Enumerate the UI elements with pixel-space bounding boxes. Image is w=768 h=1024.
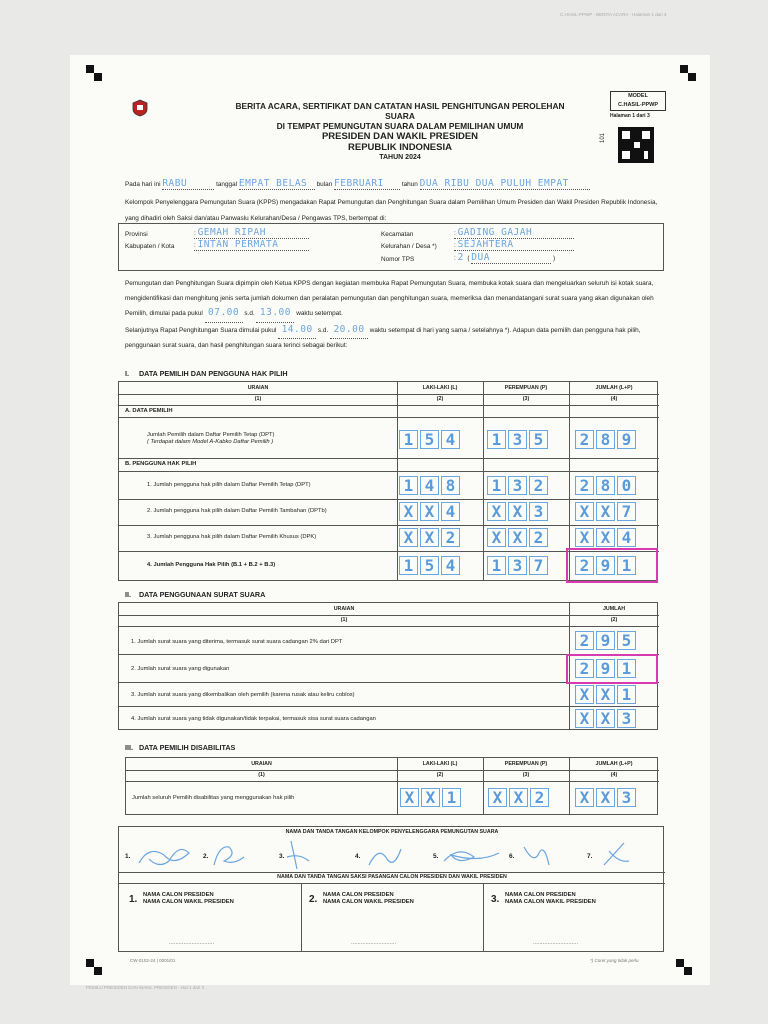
section-3-title: III. DATA PEMILIH DISABILITAS xyxy=(125,743,236,752)
highlight-b4-total xyxy=(566,548,658,583)
section-2-title: II. DATA PENGGUNAAN SURAT SUARA xyxy=(125,590,266,599)
provinsi-value: GEMAH RIPAH xyxy=(197,227,266,238)
disabilitas-perempuan: X X 2 xyxy=(488,788,549,807)
b2-perempuan: X X 3 xyxy=(487,502,548,521)
time-end: 13.00 xyxy=(259,307,291,318)
section-3-table: URAIAN LAKI-LAKI (L) PEREMPUAN (P) JUMLAH (L+P) (1) (2) (3) (4) Jumlah seluruh Pemilih disabilitas yang menggunakan hak pilih X X 1 X X 2 X X 3 xyxy=(125,757,658,815)
year-value: DUA RIBU DUA PULUH EMPAT xyxy=(419,178,569,189)
b4-jumlah: 2 9 1 xyxy=(575,556,636,575)
b1-perempuan: 1 3 2 xyxy=(487,476,548,495)
a1-note: ( Terdapat dalam Model A-Kabko Daftar Pemilih ) xyxy=(147,439,274,445)
registration-mark-br xyxy=(676,959,692,975)
kelurahan-value: SEJAHTERA xyxy=(457,239,514,250)
section-2-table: URAIAN JUMLAH (1) (2) 1. Jumlah surat suara yang diterima, termasuk surat suara cadangan 2% dari DPT 2. Jumlah surat suara yang digunakan 3. Jumlah surat suara yang dikembalikan oleh pemilih (karena rusak atau keliru coblos) 4. Jumlah surat suara yang tidak digunakan/tidak terpakai, termasuk sisa surat suara cadangan 2 9 5 2 9 1 X X 1 X X 3 xyxy=(118,602,658,730)
form-page xyxy=(70,55,710,985)
ss4-label: 4. Jumlah surat suara yang tidak digunakan/tidak terpakai, termasuk sisa surat suara cadangan xyxy=(131,716,376,722)
highlight-ss2-total xyxy=(566,654,658,684)
b4-label: 4. Jumlah Pengguna Hak Pilih (B.1 + B.2 + B.3) xyxy=(147,562,276,568)
month-value: FEBRUARI xyxy=(334,178,384,189)
a1-perempuan: 1 3 5 xyxy=(487,430,548,449)
page-footer: PEMILU PRESIDEN DAN WAKIL PRESIDEN · Hal 1 dari 3 xyxy=(86,985,204,990)
b1-laki: 1 4 8 xyxy=(399,476,460,495)
model-box: MODEL C.HASIL-PPWP xyxy=(610,91,666,111)
ss1-label: 1. Jumlah surat suara yang diterima, termasuk surat suara cadangan 2% dari DPT xyxy=(131,639,343,645)
ss1-jumlah: 2 9 5 xyxy=(575,631,636,650)
time-start: 07.00 xyxy=(208,307,240,318)
ss4-jumlah: X X 3 xyxy=(575,709,636,728)
b4-laki: 1 5 4 xyxy=(399,556,460,575)
scan-header: C.HASIL-PPWP · BERITA ACARA · Halaman 1 dari 3 xyxy=(560,12,667,17)
b2-laki: X X 4 xyxy=(399,502,460,521)
disabilitas-laki: X X 1 xyxy=(400,788,461,807)
day-value: RABU xyxy=(162,178,188,189)
disabilitas-jumlah: X X 3 xyxy=(575,788,636,807)
b2-jumlah: X X 7 xyxy=(575,502,636,521)
kabupaten-value: INTAN PERMATA xyxy=(197,239,279,250)
b3-laki: X X 2 xyxy=(399,528,460,547)
registration-mark-tr xyxy=(680,65,696,81)
section-1-table: URAIAN LAKI-LAKI (L) PEREMPUAN (P) JUMLAH (L+P) (1) (2) (3) (4) A. DATA PEMILIH Jumlah Pemilih dalam Daftar Pemilih Tetap (DPT) ( Terdapat dalam Model A-Kabko Daftar Pemilih ) B. PENGGUNA HAK PILIH 1. Jumlah pengguna hak pilih dalam Daftar Pemilih Tetap (DPT) 2. Jumlah pengguna hak pilih dalam Daftar Pemilih Tambahan (DPTb) 3. Jumlah pengguna hak pilih dalam Daftar Pemilih Khusus (DPK) 4. Jumlah Pengguna Hak Pilih (B.1 + B.2 + B.3) 1 5 4 1 3 5 2 8 9 1 4 8 1 3 2 2 8 0 X X 4 X X 3 X X 7 X X 2 X X 2 X X 4 1 5 4 1 3 7 2 9 1 xyxy=(118,381,658,581)
b1-label: 1. Jumlah pengguna hak pilih dalam Daftar Pemilih Tetap (DPT) xyxy=(147,482,311,488)
disabilitas-label: Jumlah seluruh Pemilih disabilitas yang menggunakan hak pilih xyxy=(132,795,295,801)
group-b-label: B. PENGGUNA HAK PILIH xyxy=(125,461,197,467)
b2-label: 2. Jumlah pengguna hak pilih dalam Daftar Pemilih Tambahan (DPTb) xyxy=(147,508,327,514)
ss3-jumlah: X X 1 xyxy=(575,685,636,704)
b3-perempuan: X X 2 xyxy=(487,528,548,547)
location-box: Provinsi : GEMAH RIPAH Kabupaten / Kota : INTAN PERMATA Kecamatan : GADING GAJAH Kelurahan / Desa *) : SEJAHTERA Nomor TPS : 2 ( DUA ) xyxy=(118,223,664,271)
a1-label: Jumlah Pemilih dalam Daftar Pemilih Tetap (DPT) xyxy=(147,432,275,438)
date-line: Pada hari ini RABU tanggal EMPAT BELAS bulan FEBRUARI tahun DUA RIBU DUA PULUH EMPAT xyxy=(125,179,665,190)
ss2-label: 2. Jumlah surat suara yang digunakan xyxy=(131,666,230,672)
procedure-paragraph: Pemungutan dan Penghitungan Suara dipimpin oleh Ketua KPPS dengan kegiatan membuka Rapat Pemungutan Suara, membuka kotak suara dan mengeluarkan seluruh isi kotak suara, mengidentifikasi dan menghitung jenis serta jumlah dokumen dan peralatan pemungutan dan penghitungan suara, memeriksa dan menandatangani surat suara yang akan digunakan oleh Pemilih, dimulai pada pukul 07.00 s.d. 13.00 waktu setempat. Selanjutnya Rapat Penghitungan Suara dimulai pukul 14.00 s.d. 20.00 waktu setempat di hari yang sama / setelahnya *). Adapun data pemilih dan pengguna hak pilih, penggunaan surat suara, dan hasil penghitungan suara terinci sebagai berikut: xyxy=(125,280,654,349)
document-title: BERITA ACARA, SERTIFIKAT DAN CATATAN HASIL PENGHITUNGAN PEROLEHAN SUARA DI TEMPAT PEMUNGUTAN SUARA DALAM PEMILIHAN UMUM PRESIDEN DAN WAKIL PRESIDEN REPUBLIK INDONESIA TAHUN 2024 xyxy=(235,101,565,161)
b3-jumlah: X X 4 xyxy=(575,528,636,547)
signature-area: NAMA DAN TANDA TANGAN KELOMPOK PENYELENGGARA PEMUNGUTAN SUARA 1. 2. 3. 4. 5. 6. 7. NAMA DAN TANDA TANGAN SAKSI PASANGAN CALON PRESIDEN DAN WAKIL PRESIDEN 1. NAMA CALON PRESIDEN NAMA CALON WAKIL PRESIDEN 2. NAMA CALON PRESIDEN NAMA CALON WAKIL PRESIDEN 3. NAMA CALON PRESIDEN NAMA CALON WAKIL PRESIDEN ............................ ............................ ............................ xyxy=(118,826,664,952)
side-code: 101 xyxy=(600,132,607,144)
tps-word: DUA xyxy=(471,252,490,263)
b1-jumlah: 2 8 0 xyxy=(575,476,636,495)
b4-perempuan: 1 3 7 xyxy=(487,556,548,575)
ss3-label: 3. Jumlah surat suara yang dikembalikan oleh pemilih (karena rusak atau keliru coblos) xyxy=(131,692,355,698)
page-indicator: Halaman 1 dari 3 xyxy=(610,113,650,119)
count-start: 14.00 xyxy=(281,323,313,335)
date-value: EMPAT BELAS xyxy=(238,178,308,189)
registration-mark-tl xyxy=(86,65,102,81)
ss2-jumlah: 2 9 1 xyxy=(575,659,636,678)
a1-laki: 1 5 4 xyxy=(399,430,460,449)
b3-label: 3. Jumlah pengguna hak pilih dalam Daftar Pemilih Khusus (DPK) xyxy=(147,534,317,540)
count-end: 20.00 xyxy=(333,323,365,335)
intro-text: Kelompok Penyelenggara Pemungutan Suara (KPPS) mengadakan Rapat Pemungutan dan Penghitungan Suara dalam Pemilihan Umum Presiden dan Wakil Presiden Republik Indonesia, yang dihadiri oleh Saksi dan/atau Panwaslu Kelurahan/Desa / Pengawas TPS, bertempat di: xyxy=(125,199,658,222)
footer-note: *) Coret yang tidak perlu xyxy=(590,958,639,963)
qr-code-icon xyxy=(618,127,654,163)
a1-jumlah: 2 8 9 xyxy=(575,430,636,449)
group-a-label: A. DATA PEMILIH xyxy=(125,408,395,414)
kpps-signatures-icon xyxy=(119,835,665,875)
kecamatan-value: GADING GAJAH xyxy=(457,227,533,238)
tps-number: 2 xyxy=(457,252,464,263)
kpu-logo-icon xyxy=(132,99,148,117)
footer-code: CW-0102-24 | 0001/01 xyxy=(130,958,176,963)
section-1-title: I. DATA PEMILIH DAN PENGGUNA HAK PILIH xyxy=(125,369,288,378)
registration-mark-bl xyxy=(86,959,102,975)
